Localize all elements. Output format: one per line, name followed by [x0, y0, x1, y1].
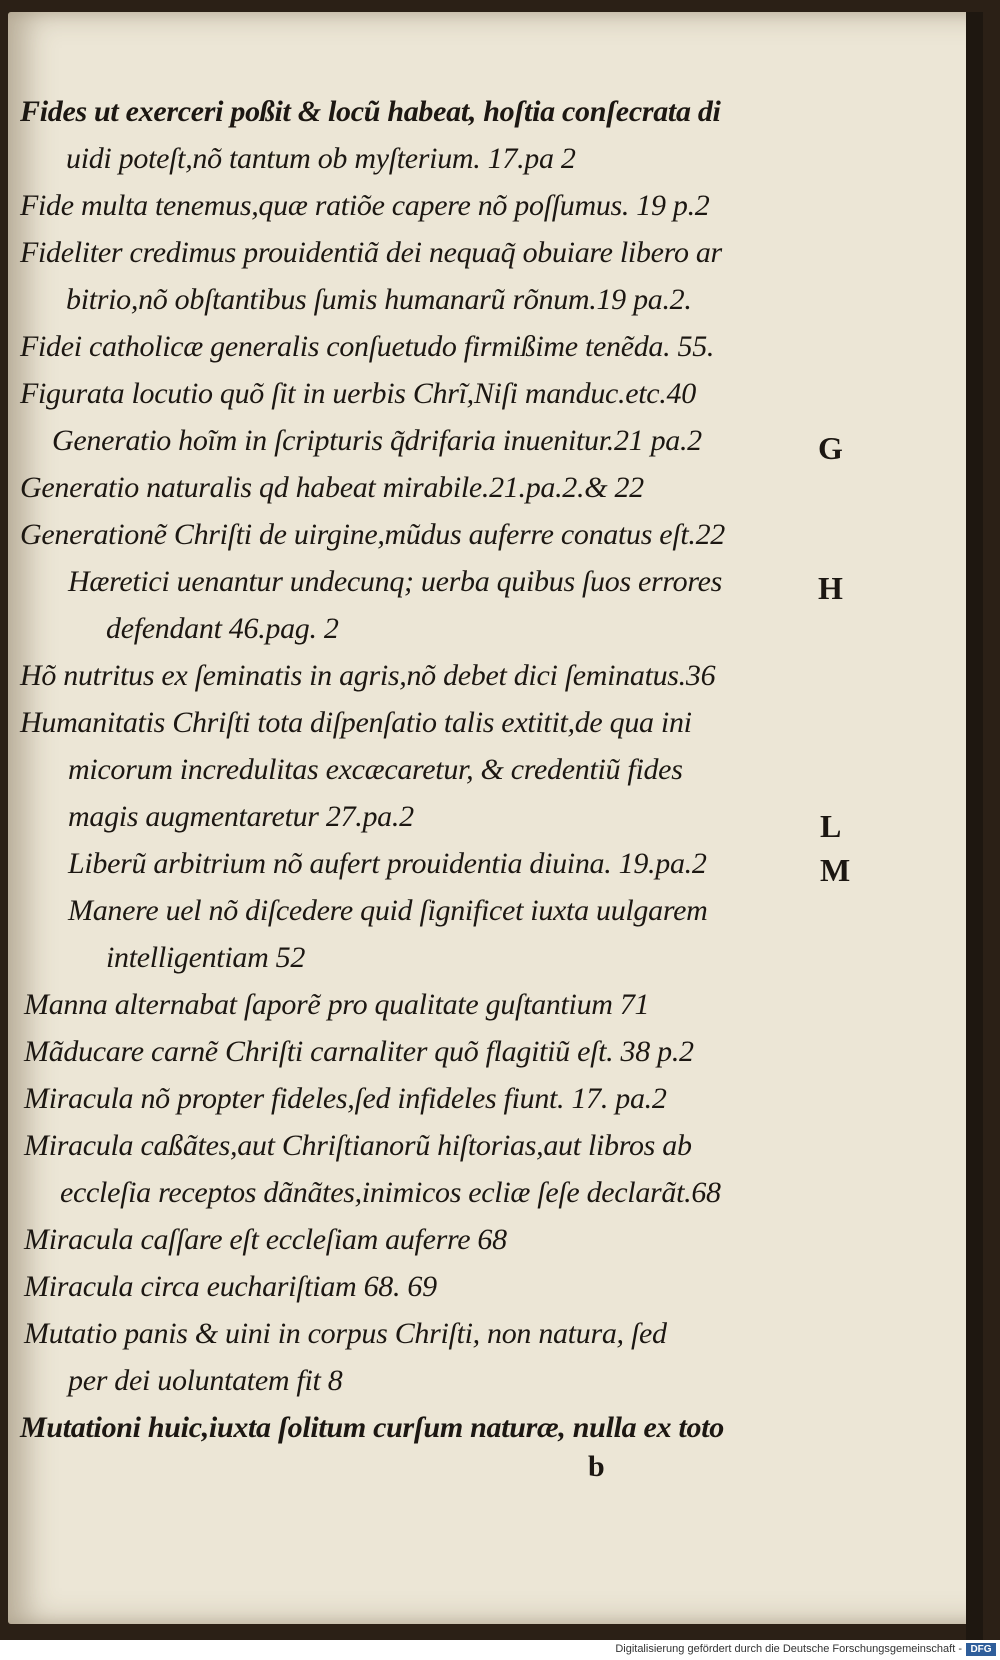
- index-entry: eccleſia receptos dãnãtes,inimicos ecliæ ſeſe declarãt.68: [60, 1176, 721, 1209]
- section-letter-l: L: [820, 808, 842, 844]
- index-entry: Fides ut exerceri poßit & locũ habeat, hoſtia conſecrata di: [20, 95, 721, 128]
- index-entry: Mãducare carnẽ Chriſti carnaliter quõ flagitiũ eſt. 38 p.2: [24, 1035, 694, 1068]
- section-letter-m: M: [820, 852, 851, 888]
- index-entry: intelligentiam 52: [106, 941, 306, 974]
- index-entry: Humanitatis Chriſti tota diſpenſatio talis extitit,de qua ini: [20, 706, 692, 739]
- index-entry: Generationẽ Chriſti de uirgine,mũdus auferre conatus eſt.22: [20, 518, 725, 551]
- index-entry: Manere uel nõ diſcedere quid ſignificet iuxta uulgarem: [68, 894, 708, 927]
- index-entry: uidi poteſt,nõ tantum ob myſterium. 17.pa 2: [66, 142, 576, 175]
- dfg-logo: DFG: [966, 1643, 996, 1656]
- footer-credit: Digitalisierung gefördert durch die Deutsche Forschungsgemeinschaft -: [615, 1643, 962, 1655]
- index-entry: Manna alternabat ſaporẽ pro qualitate guſtantium 71: [24, 988, 650, 1021]
- index-entry: Mutatio panis & uini in corpus Chriſti, non natura, ſed: [24, 1317, 667, 1350]
- index-entry: Miracula caßãtes,aut Chriſtianorũ hiſtorias,aut libros ab: [24, 1129, 692, 1162]
- index-entry: bitrio,nõ obſtantibus ſumis humanarũ rõnum.19 pa.2.: [66, 283, 692, 316]
- signature-mark: b: [588, 1450, 605, 1483]
- index-entry: Liberũ arbitrium nõ aufert prouidentia diuina. 19.pa.2: [68, 847, 707, 880]
- index-entry: defendant 46.pag. 2: [106, 612, 339, 645]
- index-entry: Mutationi huic,iuxta ſolitum curſum naturæ, nulla ex toto: [20, 1411, 724, 1444]
- digitization-footer: [0, 1640, 1000, 1660]
- index-entry: Miracula nõ propter fideles,ſed infideles fiunt. 17. pa.2: [24, 1082, 667, 1115]
- index-entry: Hæretici uenantur undecunq; uerba quibus ſuos errores: [68, 565, 723, 598]
- page-edge: [966, 12, 983, 1652]
- index-entry: per dei uoluntatem fit 8: [68, 1364, 343, 1397]
- index-entry: Generatio naturalis qd habeat mirabile.21.pa.2.& 22: [20, 471, 644, 504]
- section-letter-g: G: [818, 430, 843, 466]
- index-entry: micorum incredulitas excæcaretur, & credentiũ fides: [68, 753, 683, 786]
- index-entry: Fideliter credimus prouidentiã dei nequaq̃ obuiare libero ar: [20, 236, 722, 269]
- book-page: [8, 12, 983, 1624]
- section-letter-h: H: [818, 570, 843, 606]
- index-entry: Generatio hoĩm in ſcripturis q̃drifaria inuenitur.21 pa.2: [52, 424, 702, 457]
- index-entry: Fidei catholicæ generalis conſuetudo firmißime tenẽda. 55.: [20, 330, 715, 363]
- index-entry: Fide multa tenemus,quæ ratiõe capere nõ poſſumus. 19 p.2: [20, 189, 710, 222]
- index-entry: Figurata locutio quõ ſit in uerbis Chrĩ,Niſi manduc.etc.40: [20, 377, 696, 410]
- index-entry: Hõ nutritus ex ſeminatis in agris,nõ debet dici ſeminatus.36: [20, 659, 716, 692]
- index-entry: Miracula circa euchariſtiam 68. 69: [24, 1270, 437, 1303]
- index-entry: Miracula caſſare eſt eccleſiam auferre 68: [24, 1223, 507, 1256]
- index-entry: magis augmentaretur 27.pa.2: [68, 800, 414, 833]
